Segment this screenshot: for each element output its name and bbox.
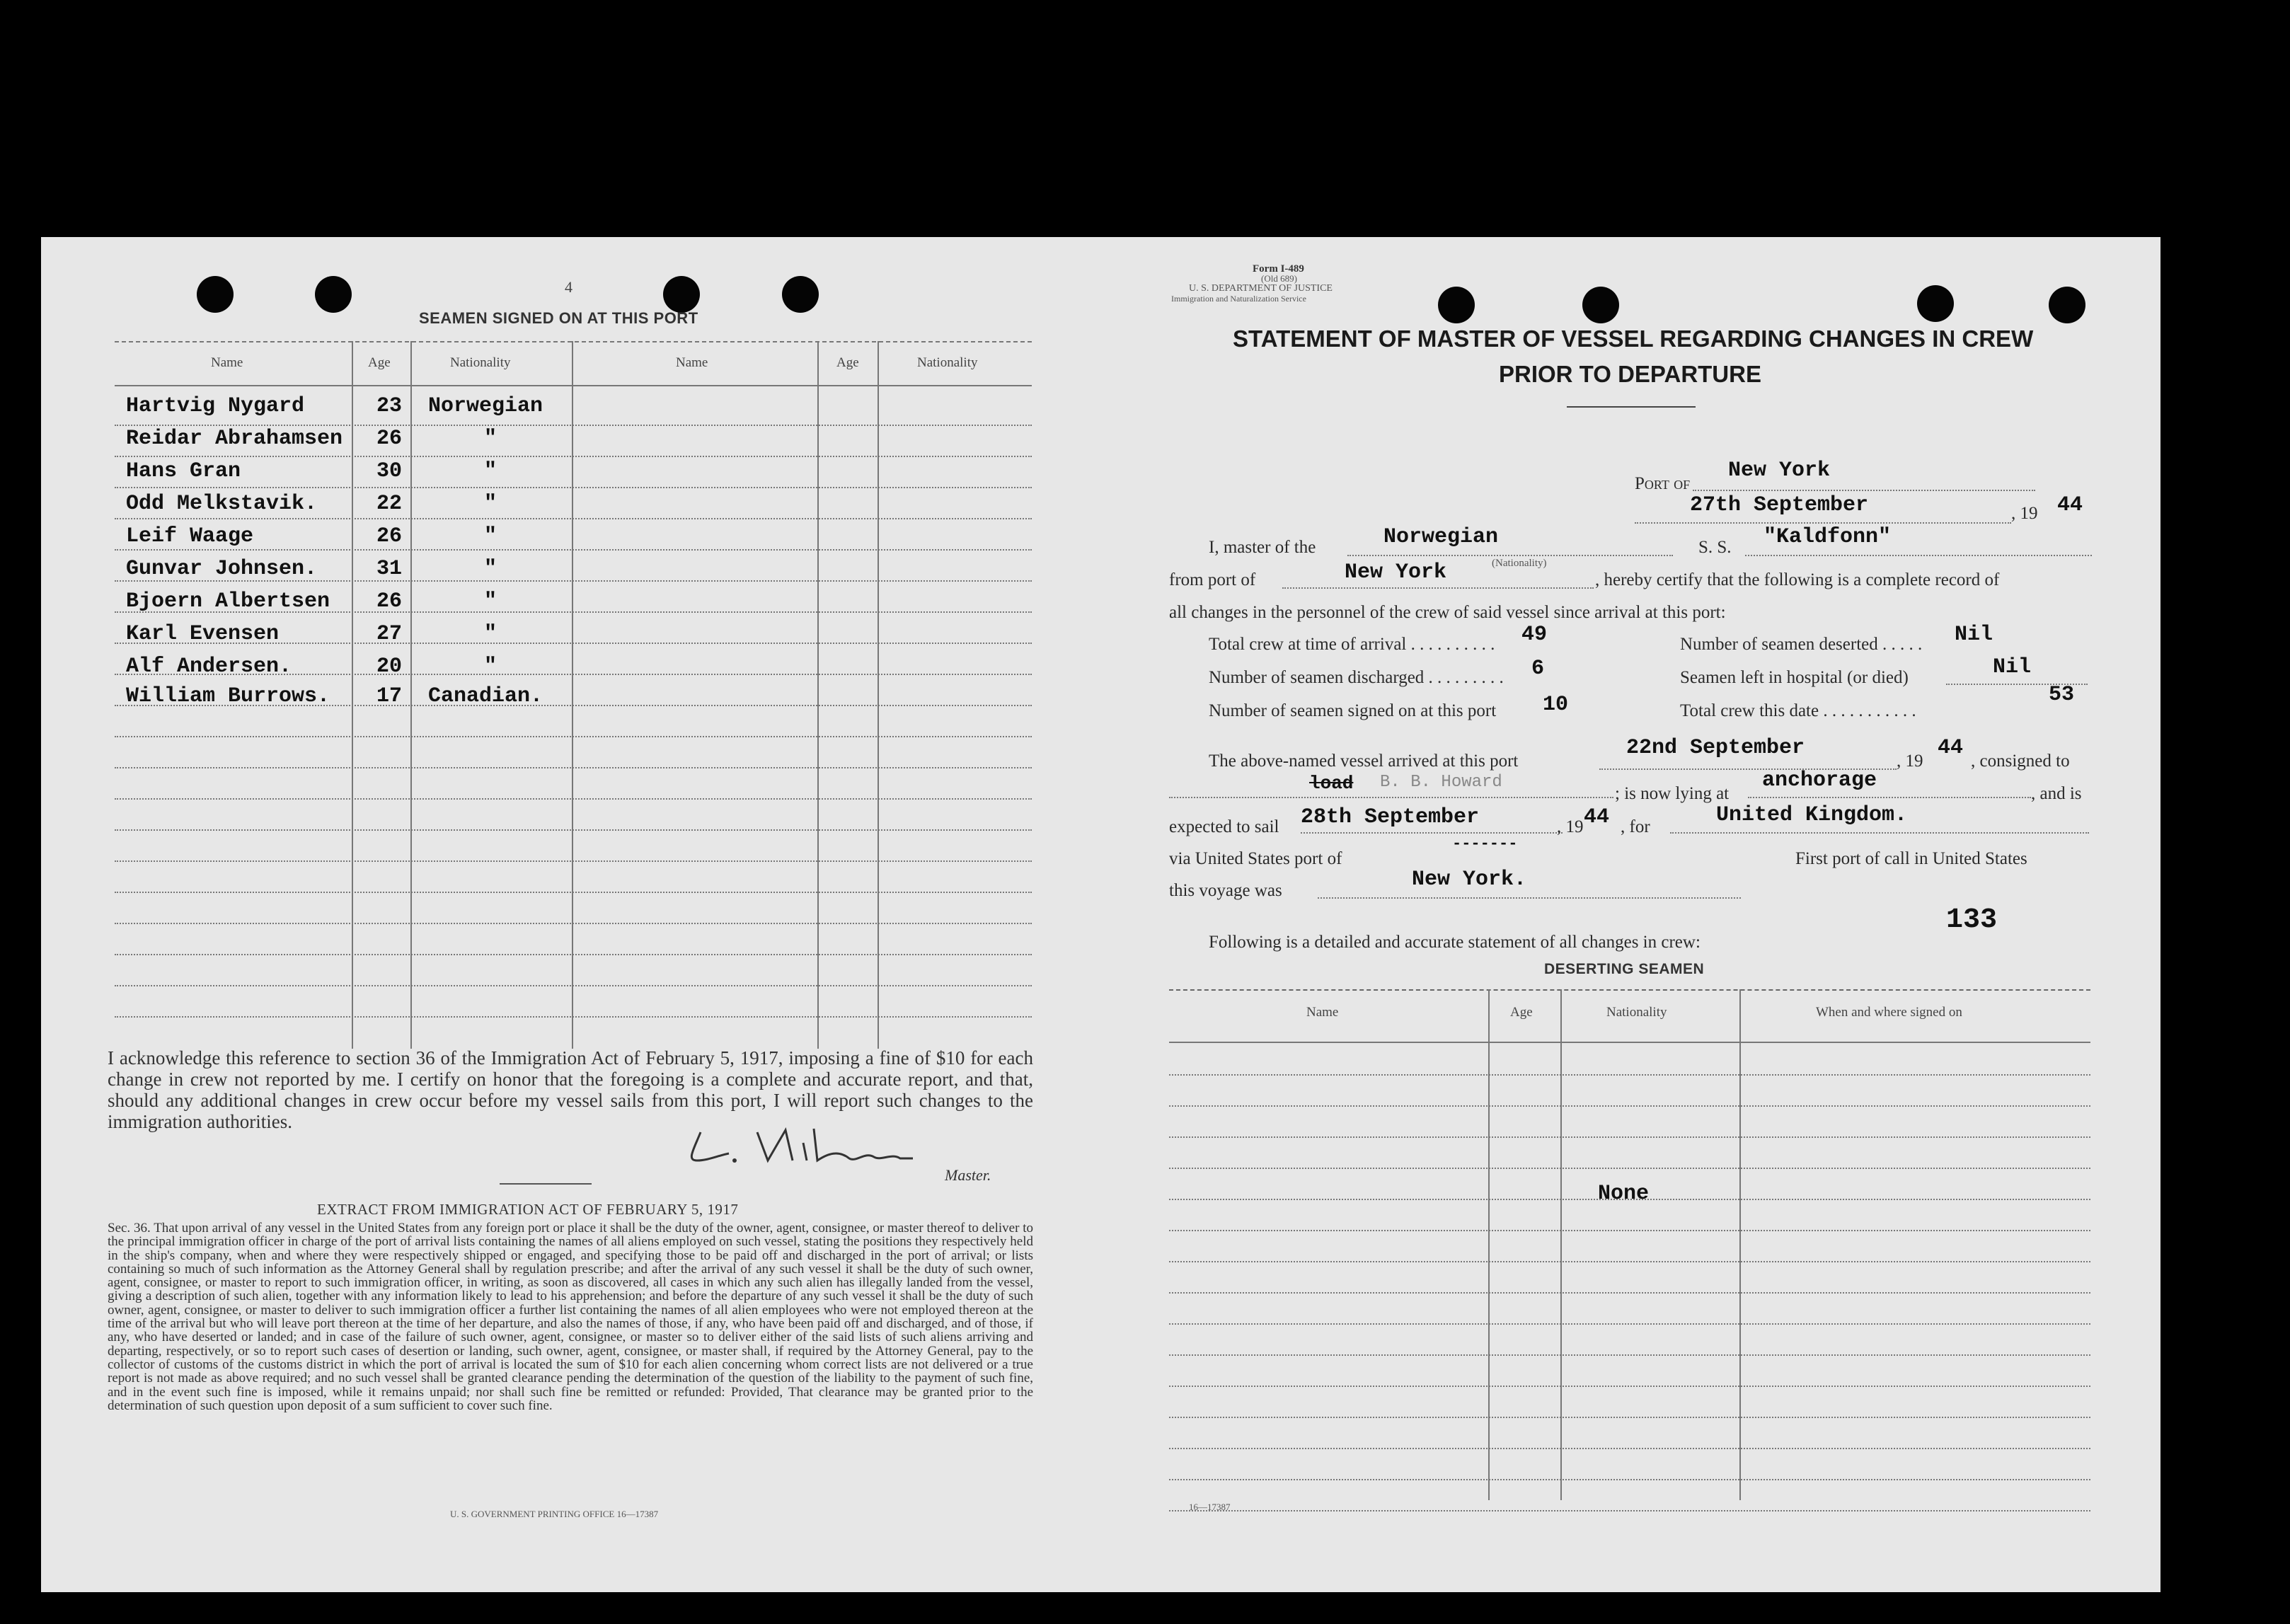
col-header-nationality-2: Nationality bbox=[917, 355, 978, 370]
col-header-name: Name bbox=[211, 355, 243, 370]
table-row-rule bbox=[115, 456, 1032, 457]
arrived-value: 22nd September bbox=[1626, 736, 1805, 760]
discharged-label: Number of seamen discharged . . . . . . . . . bbox=[1209, 668, 1504, 687]
via-value: ------- bbox=[1452, 835, 1518, 853]
deserting-col-signed-on: When and where signed on bbox=[1816, 1005, 1962, 1020]
col-header-nationality: Nationality bbox=[450, 355, 511, 370]
table-row-rule bbox=[115, 829, 1032, 831]
expected-year: 44 bbox=[1584, 805, 1610, 829]
port-of-line bbox=[1693, 490, 2035, 491]
seaman-age: 22 bbox=[376, 492, 403, 516]
lying-line bbox=[1748, 797, 2031, 798]
seaman-name: Bjoern Albertsen bbox=[126, 589, 330, 614]
table-row-rule bbox=[115, 736, 1032, 737]
punch-hole bbox=[1582, 287, 1619, 323]
table-row-rule bbox=[115, 487, 1032, 488]
consignee-line bbox=[1169, 797, 1613, 798]
seaman-age: 17 bbox=[376, 684, 403, 708]
table-row-rule bbox=[115, 923, 1032, 924]
signature-rule bbox=[500, 1183, 592, 1185]
total-crew-date-value: 53 bbox=[2049, 683, 2075, 707]
seaman-name: Odd Melkstavik. bbox=[126, 492, 318, 516]
deserting-row-rule bbox=[1169, 1074, 2090, 1076]
deserting-divider bbox=[1739, 989, 1741, 1500]
ss-label: S. S. bbox=[1698, 538, 1732, 557]
and-is-label: , and is bbox=[2031, 784, 2082, 803]
form-subtitle: PRIOR TO DEPARTURE bbox=[1499, 361, 1761, 387]
extract-text: Sec. 36. That upon arrival of any vessel in the United States from any foreign port or place it shall be the duty of the owner, agent, consignee, or master thereof to deliver to the principal immigration officer in charge of the port of arrival lists containing the names of all aliens employed on such vessel, stating the positions they respectively held in the ship's company, when and where they were respectively shipped or engaged, and specifying those to be paid off and discharged in the port of arrival; or lists containing so much of such information as the Attorney General shall by regulation prescribe; and after the arrival of any such vessel it shall be the duty of such owner, agent, consignee, or master to report to such immigration officer, in writing, as soon as discovered, all cases in which any such alien has illegally landed from the vessel, giving a description of such alien, together with any information likely to lead to his apprehension; and before the departure of any such vessel it shall be the duty of such owner, agent, consignee, or master to deliver to such immigration officer a further list containing the names of all alien employees who were not employed thereon at the time of the arrival but who will leave port thereon at the time of her departure, and also the names of those, if any, who have been paid off and discharged, and of those, if any, who have deserted or landed; and in case of the failure of such owner, agent, consignee, or master so to deliver either of the said lists of such aliens arriving and departing, respectively, or so to report such cases of desertion or landing, such owner, agent, consignee, or master shall, if required by the Attorney General, pay to the collector of customs of the customs district in which the port of arrival is located the sum of $10 for each alien concerning whom correct lists are not delivered or a true report is not made as above required; and no such vessel shall be granted clearance pending the determination of the question of the liability to the payment of such fine, and in the event such fine is imposed, while it remains unpaid; nor shall such fine be remitted or refunded: Provided, That clearance may be granted prior to the determination of such question upon deposit of a sum sufficient to cover such fine. bbox=[108, 1221, 1033, 1413]
seaman-name: Gunvar Johnsen. bbox=[126, 557, 318, 581]
table-row-rule bbox=[115, 767, 1032, 768]
master-of-label: I, master of the bbox=[1209, 538, 1316, 557]
deserting-row-rule bbox=[1169, 1230, 2090, 1231]
deserted-label: Number of seamen deserted . . . . . bbox=[1680, 635, 1923, 654]
table-top-rule bbox=[115, 341, 1032, 342]
table-row-rule bbox=[115, 954, 1032, 955]
total-crew-arrival-value: 49 bbox=[1521, 623, 1548, 647]
table-row-rule bbox=[115, 425, 1032, 426]
arrived-year-prefix: , 19 bbox=[1897, 751, 1923, 771]
seaman-age: 23 bbox=[376, 394, 403, 418]
deserting-col-age: Age bbox=[1510, 1005, 1533, 1020]
seaman-name: Hans Gran bbox=[126, 459, 241, 483]
footer-code: 16—17387 bbox=[1189, 1502, 1231, 1512]
consigned-label: , consigned to bbox=[1971, 751, 2070, 771]
seaman-nationality: " bbox=[484, 459, 497, 483]
acknowledgment-text: I acknowledge this reference to section 36 of the Immigration Act of February 5, 1917, imposing a fine of $10 for each change in crew not reported by me. I certify on honor that the foregoing is a complete and accurate report, and that, should any additional changes in crew occur before my vessel sails from this port, I will report such changes to the immigration authorities. bbox=[108, 1047, 1033, 1132]
arrived-label: The above-named vessel arrived at this port bbox=[1209, 751, 1519, 771]
punch-hole bbox=[1917, 285, 1954, 322]
year-prefix: , 19 bbox=[2011, 504, 2038, 523]
lying-label: ; is now lying at bbox=[1615, 784, 1730, 803]
table-row-rule bbox=[115, 860, 1032, 862]
department: U. S. DEPARTMENT OF JUSTICE bbox=[1189, 283, 1333, 294]
seaman-name: Hartvig Nygard bbox=[126, 394, 305, 418]
col-header-name-2: Name bbox=[676, 355, 708, 370]
port-of-label: Port of bbox=[1635, 474, 1691, 493]
destination-value: United Kingdom. bbox=[1716, 803, 1908, 827]
table-divider bbox=[817, 341, 819, 1049]
seaman-age: 20 bbox=[376, 655, 403, 679]
seaman-nationality: " bbox=[484, 427, 497, 451]
page-number: 4 bbox=[565, 278, 572, 296]
table-divider bbox=[352, 341, 353, 1049]
date-line bbox=[1635, 522, 2011, 524]
table-row-rule bbox=[115, 549, 1032, 551]
punch-hole bbox=[197, 276, 234, 313]
table-row-rule bbox=[115, 518, 1032, 519]
date-value: 27th September bbox=[1690, 493, 1869, 517]
col-header-age-2: Age bbox=[836, 355, 859, 370]
first-port-label: First port of call in United States bbox=[1795, 849, 2027, 868]
deserting-row-rule bbox=[1169, 1292, 2090, 1294]
signature-title: Master. bbox=[945, 1166, 991, 1184]
seaman-age: 26 bbox=[376, 427, 403, 451]
this-voyage-label: this voyage was bbox=[1169, 881, 1282, 900]
year-value: 44 bbox=[2057, 493, 2083, 517]
table-row-rule bbox=[115, 798, 1032, 800]
deserting-row-rule bbox=[1169, 1323, 2090, 1325]
deserting-row-rule bbox=[1169, 1448, 2090, 1449]
consignee-struck: load bbox=[1309, 773, 1354, 794]
nationality-line bbox=[1347, 555, 1673, 556]
deserting-row-rule bbox=[1169, 1386, 2090, 1387]
deserting-table-top bbox=[1169, 989, 2090, 991]
deserting-row-rule bbox=[1169, 1168, 2090, 1169]
seaman-age: 27 bbox=[376, 622, 403, 646]
via-label: via United States port of bbox=[1169, 849, 1342, 868]
lying-value: anchorage bbox=[1762, 768, 1877, 793]
form-title: STATEMENT OF MASTER OF VESSEL REGARDING CHANGES IN CREW bbox=[1233, 326, 2034, 352]
certify-text: , hereby certify that the following is a complete record of bbox=[1595, 570, 2000, 589]
service: Immigration and Naturalization Service bbox=[1171, 294, 1306, 304]
for-label: , for bbox=[1621, 817, 1650, 836]
expected-line bbox=[1301, 832, 1563, 834]
port-of-value: New York bbox=[1728, 459, 1831, 483]
seaman-name: Alf Andersen. bbox=[126, 655, 292, 679]
form-id: Form I-489 bbox=[1253, 263, 1304, 275]
from-port-line bbox=[1282, 587, 1594, 589]
deserting-row-rule bbox=[1169, 1479, 2090, 1480]
seaman-nationality: " bbox=[484, 524, 497, 548]
seaman-name: Leif Waage bbox=[126, 524, 254, 548]
seaman-age: 30 bbox=[376, 459, 403, 483]
from-port-label: from port of bbox=[1169, 570, 1256, 589]
punch-hole bbox=[782, 276, 819, 313]
table-divider bbox=[878, 341, 879, 1049]
discharged-value: 6 bbox=[1531, 657, 1545, 681]
consignee-value: B. B. Howard bbox=[1380, 773, 1502, 792]
ss-line bbox=[1745, 555, 2092, 556]
deserting-header-rule bbox=[1169, 1042, 2090, 1043]
seaman-nationality: " bbox=[484, 589, 497, 614]
deserting-col-nationality: Nationality bbox=[1606, 1005, 1667, 1020]
form-id-old: (Old 689) bbox=[1261, 273, 1297, 284]
first-port-value: New York. bbox=[1412, 868, 1527, 892]
table-row-rule bbox=[115, 1016, 1032, 1018]
total-crew-arrival-label: Total crew at time of arrival . . . . . . . . . . bbox=[1209, 635, 1495, 654]
arrived-year: 44 bbox=[1938, 736, 1964, 760]
printer-line: U. S. GOVERNMENT PRINTING OFFICE 16—17387 bbox=[450, 1509, 659, 1519]
nationality-value: Norwegian bbox=[1383, 525, 1499, 549]
left-heading: SEAMEN SIGNED ON AT THIS PORT bbox=[419, 309, 698, 327]
deserting-row-rule bbox=[1169, 1261, 2090, 1262]
seaman-age: 31 bbox=[376, 557, 403, 581]
expected-year-prefix: , 19 bbox=[1557, 817, 1584, 836]
deserting-row-rule bbox=[1169, 1510, 2090, 1511]
seaman-nationality: Canadian. bbox=[428, 684, 543, 708]
seaman-age: 26 bbox=[376, 524, 403, 548]
table-header-rule bbox=[115, 385, 1032, 386]
col-header-age: Age bbox=[368, 355, 391, 370]
ss-value: "Kaldfonn" bbox=[1763, 525, 1892, 549]
signed-on-value: 10 bbox=[1543, 693, 1569, 717]
title-rule bbox=[1567, 406, 1696, 408]
seaman-name: Reidar Abrahamsen bbox=[126, 427, 343, 451]
deserting-row-rule bbox=[1169, 1136, 2090, 1138]
table-divider bbox=[410, 341, 412, 1049]
seaman-name: Karl Evensen bbox=[126, 622, 280, 646]
deserting-divider bbox=[1560, 989, 1562, 1500]
signature-text bbox=[694, 1125, 824, 1163]
deserting-row-rule bbox=[1169, 1105, 2090, 1107]
deserting-col-name: Name bbox=[1306, 1005, 1339, 1020]
total-crew-date-label: Total crew this date . . . . . . . . . . . bbox=[1680, 701, 1916, 720]
deserting-none: None bbox=[1598, 1182, 1650, 1206]
first-port-line bbox=[1318, 897, 1741, 899]
signed-on-label: Number of seamen signed on at this port bbox=[1209, 701, 1497, 720]
deserting-row-rule bbox=[1169, 1354, 2090, 1356]
seaman-nationality: Norwegian bbox=[428, 394, 543, 418]
destination-line bbox=[1670, 832, 2089, 834]
table-row-rule bbox=[115, 985, 1032, 986]
certify-text-2: all changes in the personnel of the crew of said vessel since arrival at this port: bbox=[1169, 603, 1726, 622]
deserting-row-rule bbox=[1169, 1417, 2090, 1418]
deserted-value: Nil bbox=[1955, 623, 1993, 647]
hospital-label: Seamen left in hospital (or died) bbox=[1680, 668, 1909, 687]
table-row-rule bbox=[115, 892, 1032, 893]
from-port-value: New York bbox=[1345, 560, 1447, 584]
seaman-nationality: " bbox=[484, 655, 497, 679]
seaman-nationality: " bbox=[484, 622, 497, 646]
extract-title: EXTRACT FROM IMMIGRATION ACT OF FEBRUARY 5, 1917 bbox=[317, 1201, 739, 1218]
seaman-age: 26 bbox=[376, 589, 403, 614]
seaman-nationality: " bbox=[484, 492, 497, 516]
deserting-divider bbox=[1488, 989, 1490, 1500]
punch-hole bbox=[2049, 287, 2085, 323]
stamp-number: 133 bbox=[1946, 904, 1998, 936]
seaman-nationality: " bbox=[484, 557, 497, 581]
hospital-value: Nil bbox=[1993, 655, 2032, 679]
punch-hole bbox=[663, 276, 700, 313]
deserting-heading: DESERTING SEAMEN bbox=[1544, 961, 1705, 977]
seaman-name: William Burrows. bbox=[126, 684, 330, 708]
nationality-caption: (Nationality) bbox=[1492, 558, 1547, 569]
following-label: Following is a detailed and accurate statement of all changes in crew: bbox=[1209, 933, 1701, 952]
punch-hole bbox=[315, 276, 352, 313]
expected-label: expected to sail bbox=[1169, 817, 1279, 836]
table-divider bbox=[572, 341, 573, 1049]
punch-hole bbox=[1438, 287, 1475, 323]
expected-value: 28th September bbox=[1301, 805, 1480, 829]
